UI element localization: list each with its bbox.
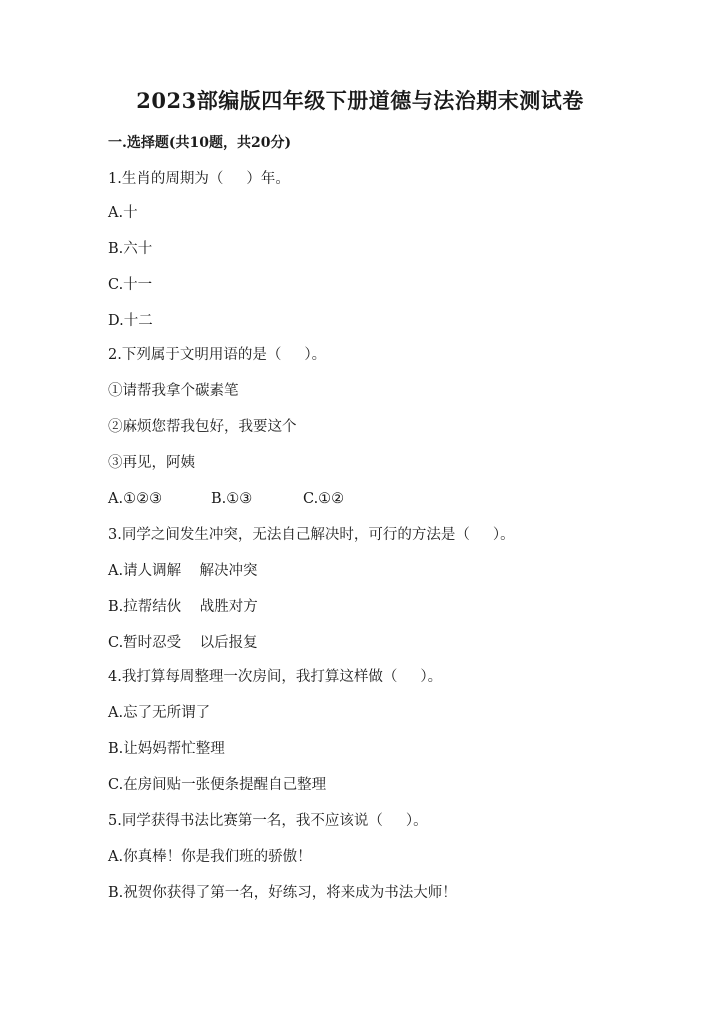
question-2-option-a: A.①②③ (108, 491, 163, 507)
question-1-option-c: C.十一 (108, 277, 153, 293)
question-2-options-row (108, 489, 408, 509)
question-4-option-b: B.让妈妈帮忙整理 (108, 741, 225, 757)
question-3-stem: 3.同学之间发生冲突，无法自己解决时，可行的方法是（ ）。 (108, 527, 515, 543)
question-2-option-b: B.①③ (211, 491, 253, 507)
section-heading: 一.选择题(共10题，共20分) (108, 135, 292, 151)
page-title: 2023部编版四年级下册道德与法治期末测试卷 (136, 88, 584, 113)
question-3-option-b: B.拉帮结伙 战胜对方 (108, 599, 258, 615)
question-2-statement-3: ③再见，阿姨 (108, 455, 195, 471)
question-3-option-c: C.暂时忍受 以后报复 (108, 635, 258, 651)
question-2-option-c: C.①② (303, 491, 345, 507)
question-2-statement-2: ②麻烦您帮我包好，我要这个 (108, 419, 297, 435)
question-5-stem: 5.同学获得书法比赛第一名，我不应该说（ ）。 (108, 813, 428, 829)
question-2-stem: 2.下列属于文明用语的是（ ）。 (108, 347, 327, 363)
question-2-statement-1: ①请帮我拿个碳素笔 (108, 383, 239, 399)
question-3-option-a: A.请人调解 解决冲突 (108, 563, 258, 579)
question-4-option-a: A.忘了无所谓了 (108, 705, 211, 721)
question-1-option-d: D.十二 (108, 313, 153, 329)
question-1-option-a: A.十 (108, 205, 138, 221)
question-4-stem: 4.我打算每周整理一次房间，我打算这样做（ ）。 (108, 669, 443, 685)
question-5-option-a: A.你真棒！你是我们班的骄傲！ (108, 849, 312, 865)
question-4-option-c: C.在房间贴一张便条提醒自己整理 (108, 777, 327, 793)
question-5-option-b: B.祝贺你获得了第一名，好练习，将来成为书法大师！ (108, 885, 457, 901)
question-1-stem: 1.生肖的周期为（ ）年。 (108, 171, 290, 187)
question-1-option-b: B.六十 (108, 241, 153, 257)
